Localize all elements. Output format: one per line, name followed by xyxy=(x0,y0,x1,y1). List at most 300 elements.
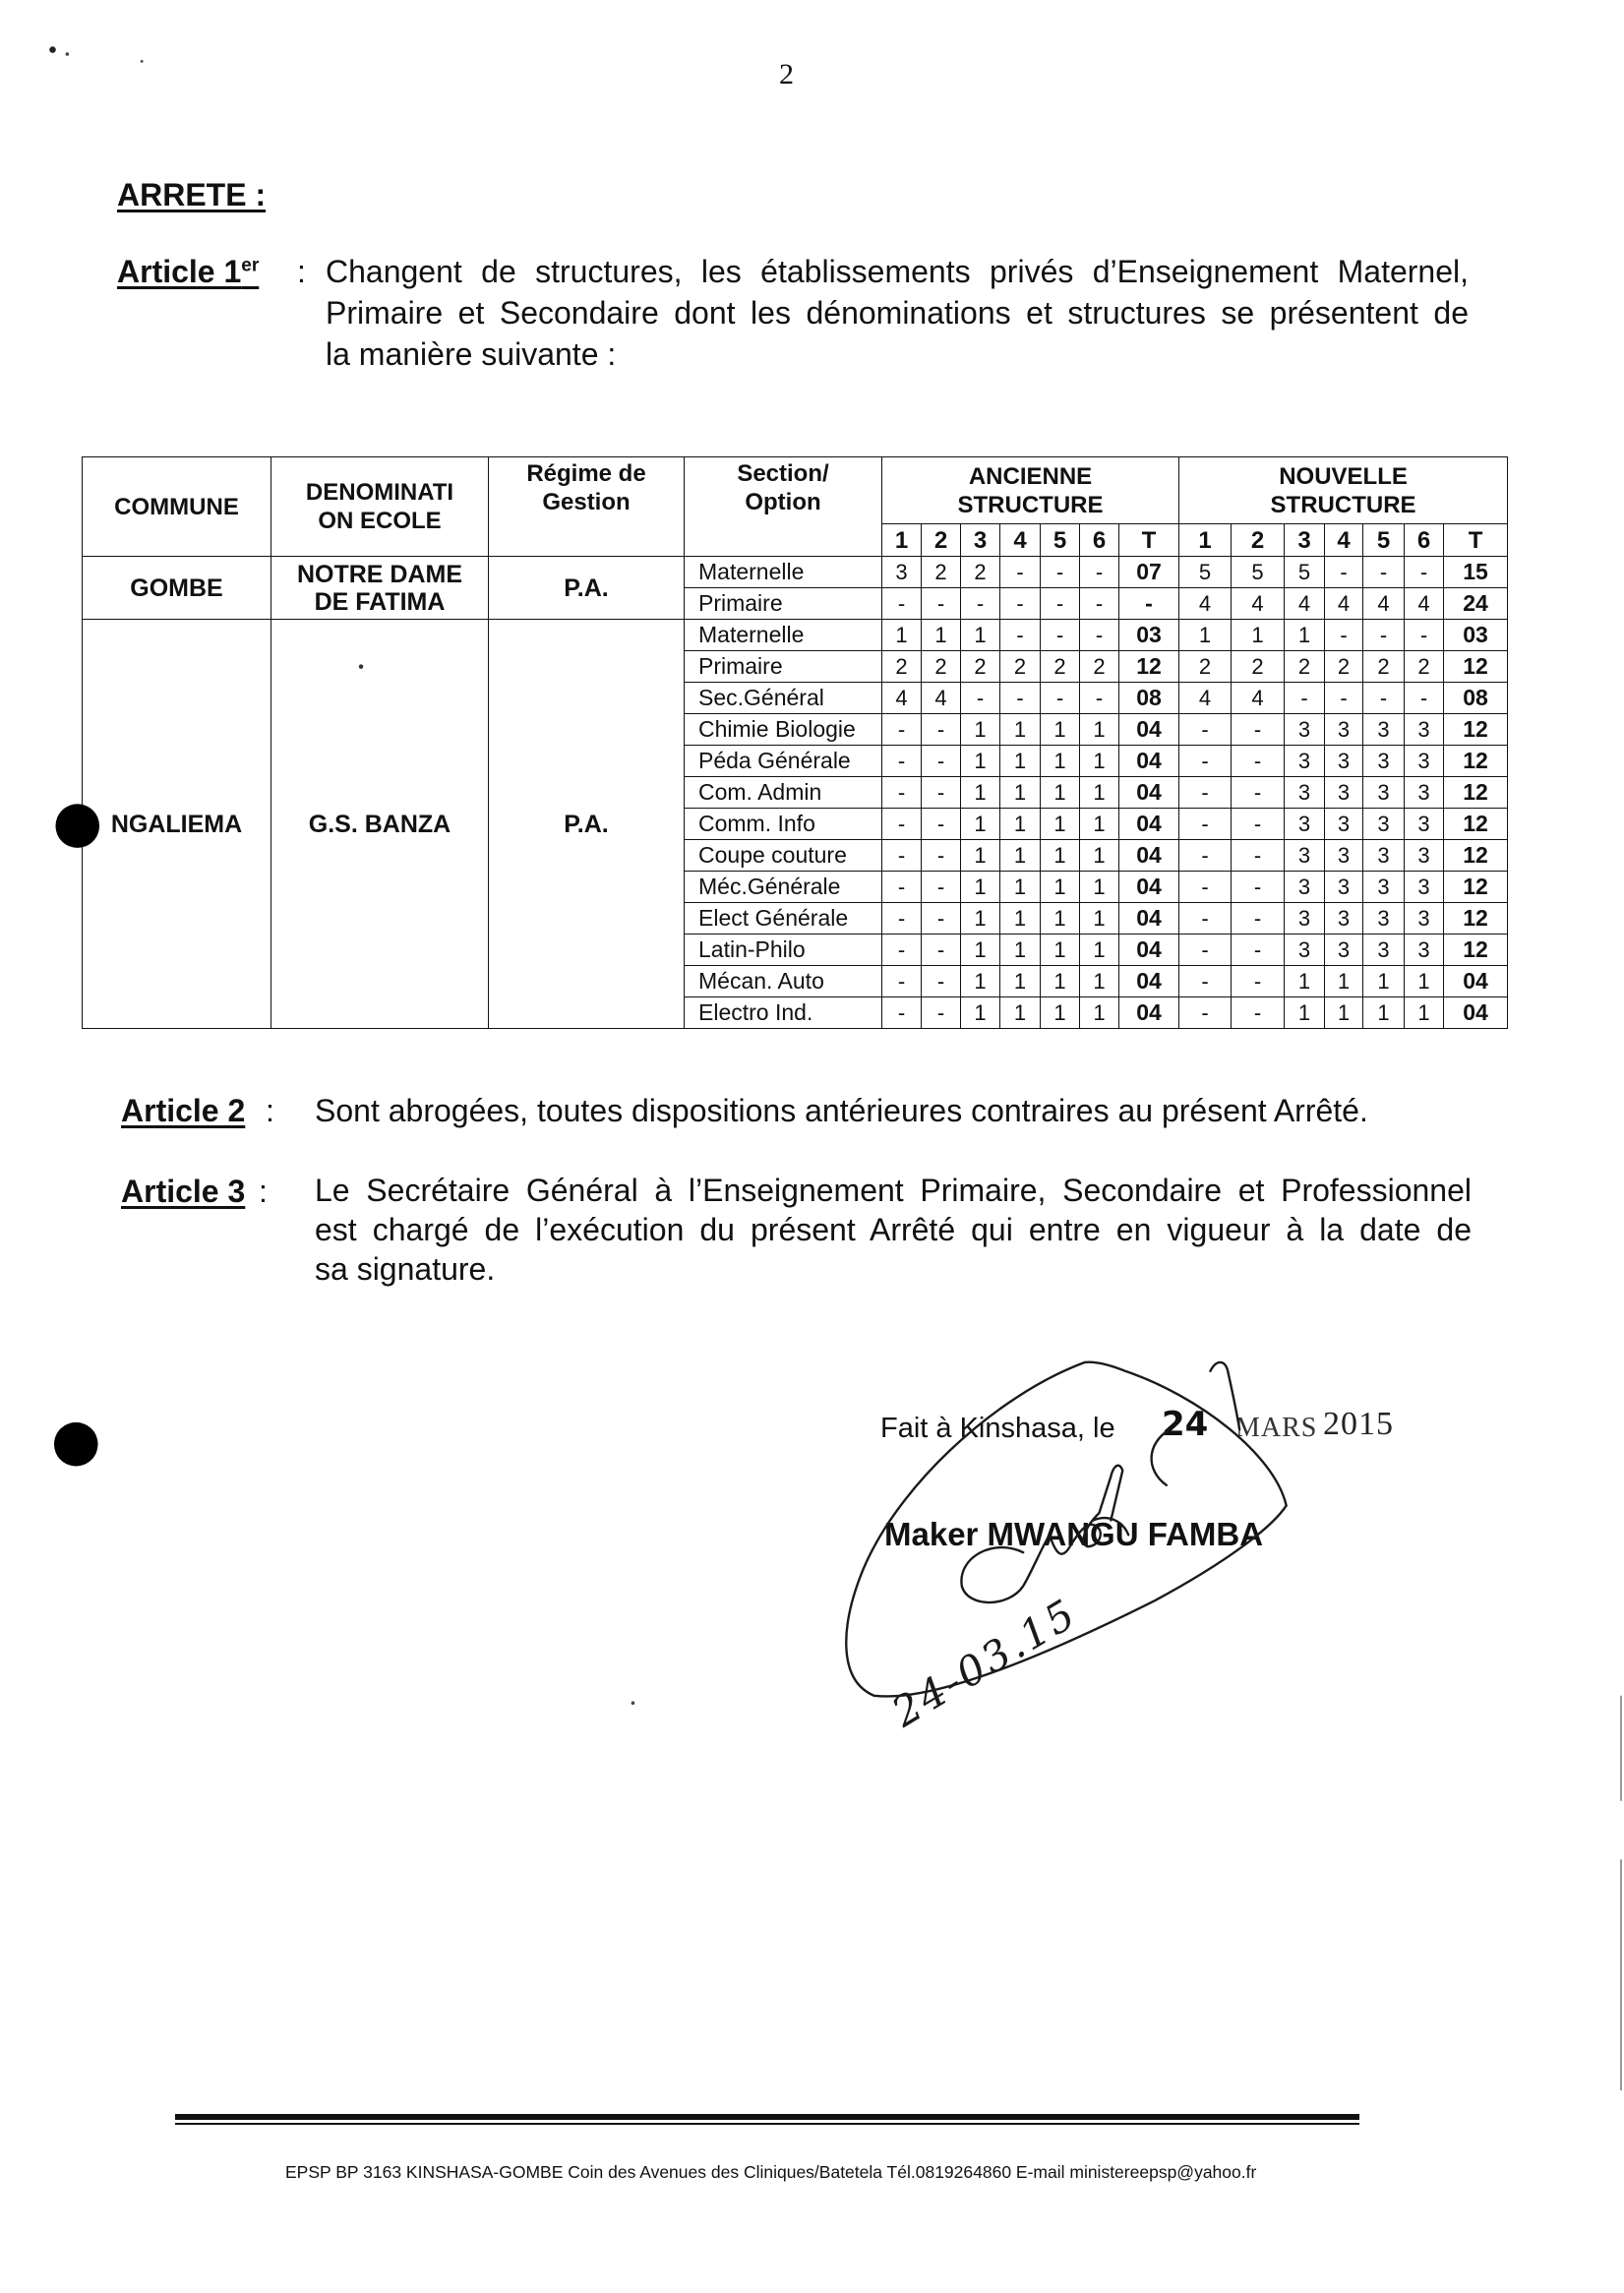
article-1-label-text: Article 1 xyxy=(117,254,242,289)
article-1-text xyxy=(326,251,1469,375)
nouvelle-level-cell: 5 xyxy=(1179,557,1232,588)
section-option-cell: Elect Générale xyxy=(685,903,882,935)
nouvelle-level-cell: 4 xyxy=(1232,588,1285,620)
ancienne-level-cell: 1 xyxy=(1041,966,1080,997)
ancienne-level-cell: - xyxy=(1080,620,1119,651)
commune-cell xyxy=(83,620,271,1029)
nouvelle-level-cell: 3 xyxy=(1285,746,1325,777)
nouvelle-level-cell: - xyxy=(1179,714,1232,746)
nouvelle-level-cell: - xyxy=(1232,840,1285,872)
article-1-line: Changent de structures, les établissements privés d’Enseignement Maternel, xyxy=(326,254,1469,289)
section-option-cell: Comm. Info xyxy=(685,809,882,840)
regime-cell-text: P.A. xyxy=(564,810,609,838)
ancienne-level-cell: 1 xyxy=(1080,935,1119,966)
header-nouvelle-line: STRUCTURE xyxy=(1270,491,1416,518)
article-1-line: Primaire et Secondaire dont les dénominations et structures se présentent de xyxy=(326,295,1469,331)
article-3-line: sa signature. xyxy=(315,1251,496,1287)
ancienne-level-cell: 2 xyxy=(922,651,961,683)
ancienne-level-cell: 1 xyxy=(1000,997,1041,1029)
article-1-colon: : xyxy=(297,254,306,289)
ancienne-level-cell: 1 xyxy=(1041,903,1080,935)
article-3-text xyxy=(315,1171,1472,1289)
section-option-cell: Com. Admin xyxy=(685,777,882,809)
ancienne-total-cell: 12 xyxy=(1119,651,1179,683)
nouvelle-level-cell: - xyxy=(1232,966,1285,997)
nouvelle-level-cell: 1 xyxy=(1363,997,1405,1029)
nouvelle-level-cell: - xyxy=(1363,620,1405,651)
nouvelle-level-cell: - xyxy=(1179,935,1232,966)
header-level: 4 xyxy=(1000,524,1041,557)
nouvelle-level-cell: 1 xyxy=(1285,997,1325,1029)
nouvelle-level-cell: - xyxy=(1232,903,1285,935)
structure-table xyxy=(82,456,1508,1029)
nouvelle-level-cell: 3 xyxy=(1285,777,1325,809)
nouvelle-level-cell: 2 xyxy=(1232,651,1285,683)
article-2-label: Article 2 xyxy=(121,1093,246,1128)
ancienne-level-cell: 1 xyxy=(1000,777,1041,809)
ancienne-level-cell: - xyxy=(961,683,1000,714)
article-3-colon: : xyxy=(259,1174,268,1209)
nouvelle-level-cell: - xyxy=(1405,620,1444,651)
ancienne-level-cell: - xyxy=(882,777,922,809)
nouvelle-level-cell: 3 xyxy=(1285,935,1325,966)
nouvelle-level-cell: 3 xyxy=(1325,746,1363,777)
ancienne-level-cell: 1 xyxy=(961,746,1000,777)
ancienne-level-cell: 1 xyxy=(1041,746,1080,777)
nouvelle-level-cell: - xyxy=(1232,809,1285,840)
header-section xyxy=(685,457,882,557)
ancienne-level-cell: 2 xyxy=(1000,651,1041,683)
ancienne-level-cell: - xyxy=(1080,557,1119,588)
ancienne-level-cell: - xyxy=(922,746,961,777)
nouvelle-level-cell: 3 xyxy=(1325,777,1363,809)
ancienne-level-cell: 1 xyxy=(1041,809,1080,840)
article-3-line: est chargé de l’exécution du présent Arrêté qui entre en vigueur à la date de xyxy=(315,1212,1472,1247)
date-month-stamp: MARS xyxy=(1235,1413,1318,1443)
ancienne-total-cell: 04 xyxy=(1119,714,1179,746)
denomination-cell xyxy=(271,557,489,620)
nouvelle-level-cell: 4 xyxy=(1232,683,1285,714)
scan-speck xyxy=(49,46,56,53)
ancienne-level-cell: 1 xyxy=(1000,809,1041,840)
nouvelle-total-cell: 12 xyxy=(1444,714,1508,746)
ancienne-level-cell: 1 xyxy=(1000,872,1041,903)
ancienne-level-cell: - xyxy=(922,872,961,903)
nouvelle-level-cell: - xyxy=(1325,620,1363,651)
nouvelle-level-cell: 3 xyxy=(1285,903,1325,935)
denomination-cell xyxy=(271,620,489,1029)
ancienne-level-cell: - xyxy=(882,997,922,1029)
header-commune-text: COMMUNE xyxy=(114,493,239,520)
nouvelle-level-cell: 3 xyxy=(1405,809,1444,840)
header-section-line: Section/ xyxy=(737,460,829,487)
footer-address: EPSP BP 3163 KINSHASA-GOMBE Coin des Avenues des Cliniques/Batetela Tél.0819264860 E-mail ministereepsp@yahoo.fr xyxy=(285,2162,1257,2182)
ancienne-level-cell: 1 xyxy=(1000,746,1041,777)
section-option-cell: Primaire xyxy=(685,651,882,683)
table-header-row xyxy=(83,457,1508,524)
scan-speck xyxy=(66,52,70,56)
nouvelle-level-cell: 2 xyxy=(1363,651,1405,683)
nouvelle-level-cell: 3 xyxy=(1363,840,1405,872)
nouvelle-level-cell: 1 xyxy=(1285,620,1325,651)
ancienne-level-cell: - xyxy=(1000,683,1041,714)
article-1-label-superscript: er xyxy=(241,255,260,276)
nouvelle-level-cell: - xyxy=(1179,809,1232,840)
header-level: 2 xyxy=(1232,524,1285,557)
nouvelle-level-cell: - xyxy=(1325,683,1363,714)
date-year-stamp: 2015 xyxy=(1323,1406,1394,1442)
table-body xyxy=(83,557,1508,1029)
ancienne-level-cell: 1 xyxy=(961,777,1000,809)
nouvelle-level-cell: 3 xyxy=(1363,746,1405,777)
nouvelle-total-cell: 04 xyxy=(1444,997,1508,1029)
ancienne-level-cell: 1 xyxy=(1000,840,1041,872)
ancienne-level-cell: - xyxy=(1041,557,1080,588)
ancienne-level-cell: - xyxy=(922,714,961,746)
ancienne-level-cell: - xyxy=(882,809,922,840)
ancienne-level-cell: 1 xyxy=(1080,714,1119,746)
ancienne-level-cell: 1 xyxy=(1080,746,1119,777)
ancienne-level-cell: 1 xyxy=(1041,997,1080,1029)
nouvelle-level-cell: 3 xyxy=(1405,872,1444,903)
regime-cell-text: P.A. xyxy=(564,573,609,602)
ancienne-level-cell: 1 xyxy=(1041,777,1080,809)
denomination-cell-text: NOTRE DAME DE FATIMA xyxy=(296,560,463,616)
header-commune xyxy=(83,457,271,557)
nouvelle-level-cell: 3 xyxy=(1325,840,1363,872)
ancienne-level-cell: 1 xyxy=(922,620,961,651)
ancienne-level-cell: 1 xyxy=(1041,935,1080,966)
commune-cell-text: NGALIEMA xyxy=(110,810,243,838)
nouvelle-level-cell: 5 xyxy=(1285,557,1325,588)
nouvelle-level-cell: 1 xyxy=(1363,966,1405,997)
ancienne-level-cell: - xyxy=(882,903,922,935)
section-option-cell: Mécan. Auto xyxy=(685,966,882,997)
nouvelle-total-cell: 24 xyxy=(1444,588,1508,620)
nouvelle-level-cell: 3 xyxy=(1405,777,1444,809)
header-level: 3 xyxy=(961,524,1000,557)
regime-cell xyxy=(489,557,685,620)
header-level: 6 xyxy=(1080,524,1119,557)
section-option-cell: Electro Ind. xyxy=(685,997,882,1029)
ancienne-level-cell: 1 xyxy=(1080,872,1119,903)
nouvelle-level-cell: 1 xyxy=(1325,966,1363,997)
header-level: 2 xyxy=(922,524,961,557)
nouvelle-level-cell: 3 xyxy=(1325,903,1363,935)
ancienne-level-cell: 1 xyxy=(1041,872,1080,903)
ancienne-level-cell: - xyxy=(1041,588,1080,620)
nouvelle-level-cell: 1 xyxy=(1285,966,1325,997)
section-option-cell: Méc.Générale xyxy=(685,872,882,903)
denomination-cell-text: G.S. BANZA xyxy=(308,810,451,838)
header-level: 5 xyxy=(1363,524,1405,557)
nouvelle-level-cell: 2 xyxy=(1325,651,1363,683)
ancienne-total-cell: 04 xyxy=(1119,777,1179,809)
ancienne-total-cell: 04 xyxy=(1119,935,1179,966)
nouvelle-level-cell: 3 xyxy=(1325,935,1363,966)
nouvelle-level-cell: - xyxy=(1232,777,1285,809)
table-row xyxy=(83,557,1508,588)
ancienne-level-cell: - xyxy=(1000,620,1041,651)
ancienne-level-cell: - xyxy=(922,809,961,840)
section-option-cell: Maternelle xyxy=(685,557,882,588)
nouvelle-total-cell: 12 xyxy=(1444,746,1508,777)
nouvelle-level-cell: 3 xyxy=(1405,903,1444,935)
ancienne-level-cell: 2 xyxy=(1041,651,1080,683)
ancienne-level-cell: 4 xyxy=(882,683,922,714)
ancienne-level-cell: 1 xyxy=(1000,714,1041,746)
header-denomination-line: DENOMINATI xyxy=(305,479,454,506)
ancienne-level-cell: 2 xyxy=(882,651,922,683)
nouvelle-level-cell: - xyxy=(1232,872,1285,903)
ancienne-level-cell: 1 xyxy=(961,840,1000,872)
nouvelle-level-cell: - xyxy=(1285,683,1325,714)
ancienne-level-cell: 1 xyxy=(961,809,1000,840)
nouvelle-level-cell: 4 xyxy=(1405,588,1444,620)
ancienne-level-cell: 1 xyxy=(961,620,1000,651)
header-nouvelle-structure xyxy=(1179,457,1508,524)
ancienne-level-cell: - xyxy=(922,903,961,935)
nouvelle-level-cell: - xyxy=(1405,683,1444,714)
header-level: 6 xyxy=(1405,524,1444,557)
header-regime-line: Régime de xyxy=(526,460,646,487)
ancienne-level-cell: - xyxy=(922,840,961,872)
ancienne-level-cell: 1 xyxy=(1000,903,1041,935)
nouvelle-level-cell: - xyxy=(1179,777,1232,809)
header-regime-line: Gestion xyxy=(542,489,631,515)
nouvelle-level-cell: - xyxy=(1232,714,1285,746)
section-option-cell: Latin-Philo xyxy=(685,935,882,966)
ancienne-total-cell: 04 xyxy=(1119,997,1179,1029)
article-2-colon: : xyxy=(266,1093,274,1128)
ancienne-level-cell: 4 xyxy=(922,683,961,714)
header-ancienne-line: STRUCTURE xyxy=(957,491,1104,518)
ancienne-level-cell: - xyxy=(1080,683,1119,714)
nouvelle-level-cell: 4 xyxy=(1179,588,1232,620)
ancienne-level-cell: 1 xyxy=(1000,966,1041,997)
ancienne-level-cell: - xyxy=(1000,557,1041,588)
ancienne-level-cell: 1 xyxy=(1080,777,1119,809)
scan-speck xyxy=(141,60,144,63)
nouvelle-total-cell: 03 xyxy=(1444,620,1508,651)
ancienne-level-cell: 1 xyxy=(961,997,1000,1029)
header-level: 5 xyxy=(1041,524,1080,557)
ancienne-total-cell: - xyxy=(1119,588,1179,620)
nouvelle-level-cell: - xyxy=(1179,840,1232,872)
header-section-line: Option xyxy=(745,489,821,515)
header-ancienne-line: ANCIENNE xyxy=(968,462,1093,490)
header-level-total: T xyxy=(1444,524,1508,557)
nouvelle-total-cell: 12 xyxy=(1444,651,1508,683)
nouvelle-level-cell: 3 xyxy=(1285,714,1325,746)
nouvelle-level-cell: - xyxy=(1232,746,1285,777)
ancienne-total-cell: 07 xyxy=(1119,557,1179,588)
ancienne-total-cell: 04 xyxy=(1119,840,1179,872)
nouvelle-level-cell: 3 xyxy=(1405,840,1444,872)
article-1-label xyxy=(117,251,259,292)
ancienne-level-cell: 1 xyxy=(1041,840,1080,872)
ancienne-level-cell: - xyxy=(922,935,961,966)
ancienne-level-cell: - xyxy=(882,935,922,966)
ancienne-level-cell: 2 xyxy=(961,557,1000,588)
article-3-label: Article 3 xyxy=(121,1174,246,1209)
nouvelle-total-cell: 15 xyxy=(1444,557,1508,588)
nouvelle-level-cell: 3 xyxy=(1363,903,1405,935)
nouvelle-level-cell: 3 xyxy=(1325,809,1363,840)
ancienne-level-cell: 1 xyxy=(1080,997,1119,1029)
ancienne-total-cell: 04 xyxy=(1119,903,1179,935)
header-level: 1 xyxy=(882,524,922,557)
nouvelle-level-cell: - xyxy=(1179,903,1232,935)
nouvelle-total-cell: 12 xyxy=(1444,935,1508,966)
nouvelle-total-cell: 12 xyxy=(1444,872,1508,903)
nouvelle-level-cell: 4 xyxy=(1285,588,1325,620)
ancienne-total-cell: 04 xyxy=(1119,872,1179,903)
ancienne-level-cell: - xyxy=(882,746,922,777)
ancienne-level-cell: - xyxy=(922,966,961,997)
ancienne-level-cell: - xyxy=(922,997,961,1029)
ancienne-level-cell: - xyxy=(922,777,961,809)
nouvelle-level-cell: 4 xyxy=(1363,588,1405,620)
nouvelle-level-cell: 1 xyxy=(1405,966,1444,997)
article-1-line: la manière suivante : xyxy=(326,336,617,372)
ancienne-level-cell: 1 xyxy=(961,966,1000,997)
nouvelle-total-cell: 12 xyxy=(1444,809,1508,840)
ancienne-level-cell: 1 xyxy=(1080,966,1119,997)
signatory-name: Maker MWANGU FAMBA xyxy=(884,1516,1264,1552)
section-option-cell: Primaire xyxy=(685,588,882,620)
nouvelle-level-cell: 1 xyxy=(1325,997,1363,1029)
handwritten-date-note: 24-03.15 xyxy=(883,1588,1086,1737)
ancienne-level-cell: 1 xyxy=(961,935,1000,966)
ancienne-level-cell: 1 xyxy=(1080,809,1119,840)
nouvelle-level-cell: 1 xyxy=(1232,620,1285,651)
commune-cell-text: GOMBE xyxy=(130,573,223,602)
nouvelle-level-cell: - xyxy=(1179,966,1232,997)
nouvelle-level-cell: 3 xyxy=(1363,872,1405,903)
ancienne-level-cell: - xyxy=(882,714,922,746)
ancienne-total-cell: 04 xyxy=(1119,809,1179,840)
ancienne-level-cell: 3 xyxy=(882,557,922,588)
section-option-cell: Péda Générale xyxy=(685,746,882,777)
section-option-cell: Sec.Général xyxy=(685,683,882,714)
ancienne-level-cell: 1 xyxy=(1000,935,1041,966)
nouvelle-total-cell: 08 xyxy=(1444,683,1508,714)
ancienne-level-cell: 1 xyxy=(1080,840,1119,872)
footer-rule-thick xyxy=(175,2114,1359,2120)
decree-heading: ARRETE : xyxy=(117,177,267,212)
ancienne-total-cell: 04 xyxy=(1119,746,1179,777)
page-number: 2 xyxy=(779,58,794,91)
nouvelle-level-cell: 3 xyxy=(1325,714,1363,746)
ancienne-level-cell: - xyxy=(1000,588,1041,620)
nouvelle-total-cell: 12 xyxy=(1444,903,1508,935)
nouvelle-level-cell: 3 xyxy=(1405,746,1444,777)
ancienne-level-cell: - xyxy=(882,588,922,620)
nouvelle-level-cell: - xyxy=(1363,683,1405,714)
nouvelle-level-cell: 2 xyxy=(1405,651,1444,683)
nouvelle-level-cell: - xyxy=(1179,997,1232,1029)
ancienne-level-cell: 1 xyxy=(1080,903,1119,935)
nouvelle-level-cell: 2 xyxy=(1285,651,1325,683)
header-level: 4 xyxy=(1325,524,1363,557)
ancienne-level-cell: - xyxy=(1041,620,1080,651)
nouvelle-total-cell: 12 xyxy=(1444,777,1508,809)
nouvelle-level-cell: - xyxy=(1405,557,1444,588)
nouvelle-level-cell: 3 xyxy=(1285,872,1325,903)
section-option-cell: Chimie Biologie xyxy=(685,714,882,746)
ancienne-level-cell: 1 xyxy=(961,872,1000,903)
article-3-line: Le Secrétaire Général à l’Enseignement Primaire, Secondaire et Professionnel xyxy=(315,1173,1472,1208)
article-2-text: Sont abrogées, toutes dispositions antérieures contraires au présent Arrêté. xyxy=(315,1093,1368,1128)
nouvelle-level-cell: 3 xyxy=(1363,777,1405,809)
ancienne-total-cell: 03 xyxy=(1119,620,1179,651)
header-ancienne-structure xyxy=(882,457,1179,524)
nouvelle-level-cell: 4 xyxy=(1325,588,1363,620)
nouvelle-level-cell: - xyxy=(1232,997,1285,1029)
nouvelle-level-cell: - xyxy=(1232,935,1285,966)
place-and-date-prefix: Fait à Kinshasa, le xyxy=(880,1413,1115,1444)
header-regime xyxy=(489,457,685,557)
nouvelle-total-cell: 04 xyxy=(1444,966,1508,997)
ancienne-level-cell: 1 xyxy=(961,903,1000,935)
header-denomination-line: ON ECOLE xyxy=(318,508,442,534)
ancienne-level-cell: - xyxy=(882,840,922,872)
nouvelle-level-cell: 3 xyxy=(1285,809,1325,840)
section-option-cell: Coupe couture xyxy=(685,840,882,872)
table-row xyxy=(83,620,1508,651)
ancienne-level-cell: - xyxy=(1080,588,1119,620)
nouvelle-level-cell: 3 xyxy=(1363,935,1405,966)
ancienne-level-cell: - xyxy=(882,872,922,903)
header-level-total: T xyxy=(1119,524,1179,557)
ancienne-level-cell: 2 xyxy=(1080,651,1119,683)
nouvelle-level-cell: 5 xyxy=(1232,557,1285,588)
nouvelle-total-cell: 12 xyxy=(1444,840,1508,872)
nouvelle-level-cell: 3 xyxy=(1363,809,1405,840)
nouvelle-level-cell: - xyxy=(1363,557,1405,588)
ancienne-level-cell: - xyxy=(1041,683,1080,714)
nouvelle-level-cell: 3 xyxy=(1285,840,1325,872)
ancienne-total-cell: 08 xyxy=(1119,683,1179,714)
punch-hole-mark xyxy=(54,1422,98,1467)
ancienne-level-cell: 1 xyxy=(961,714,1000,746)
ancienne-level-cell: 2 xyxy=(961,651,1000,683)
nouvelle-level-cell: 1 xyxy=(1405,997,1444,1029)
nouvelle-level-cell: 3 xyxy=(1325,872,1363,903)
header-level: 3 xyxy=(1285,524,1325,557)
ancienne-level-cell: 1 xyxy=(1041,714,1080,746)
ancienne-level-cell: - xyxy=(882,966,922,997)
ancienne-level-cell: - xyxy=(961,588,1000,620)
nouvelle-level-cell: 1 xyxy=(1179,620,1232,651)
header-denomination xyxy=(271,457,489,557)
section-option-cell: Maternelle xyxy=(685,620,882,651)
ancienne-total-cell: 04 xyxy=(1119,966,1179,997)
nouvelle-level-cell: 2 xyxy=(1179,651,1232,683)
ancienne-level-cell: 1 xyxy=(882,620,922,651)
nouvelle-level-cell: 3 xyxy=(1405,935,1444,966)
nouvelle-level-cell: - xyxy=(1179,746,1232,777)
header-nouvelle-line: NOUVELLE xyxy=(1279,462,1408,490)
regime-cell xyxy=(489,620,685,1029)
nouvelle-level-cell: - xyxy=(1325,557,1363,588)
commune-cell xyxy=(83,557,271,620)
nouvelle-level-cell: 3 xyxy=(1363,714,1405,746)
ancienne-level-cell: 2 xyxy=(922,557,961,588)
nouvelle-level-cell: 3 xyxy=(1405,714,1444,746)
header-level: 1 xyxy=(1179,524,1232,557)
